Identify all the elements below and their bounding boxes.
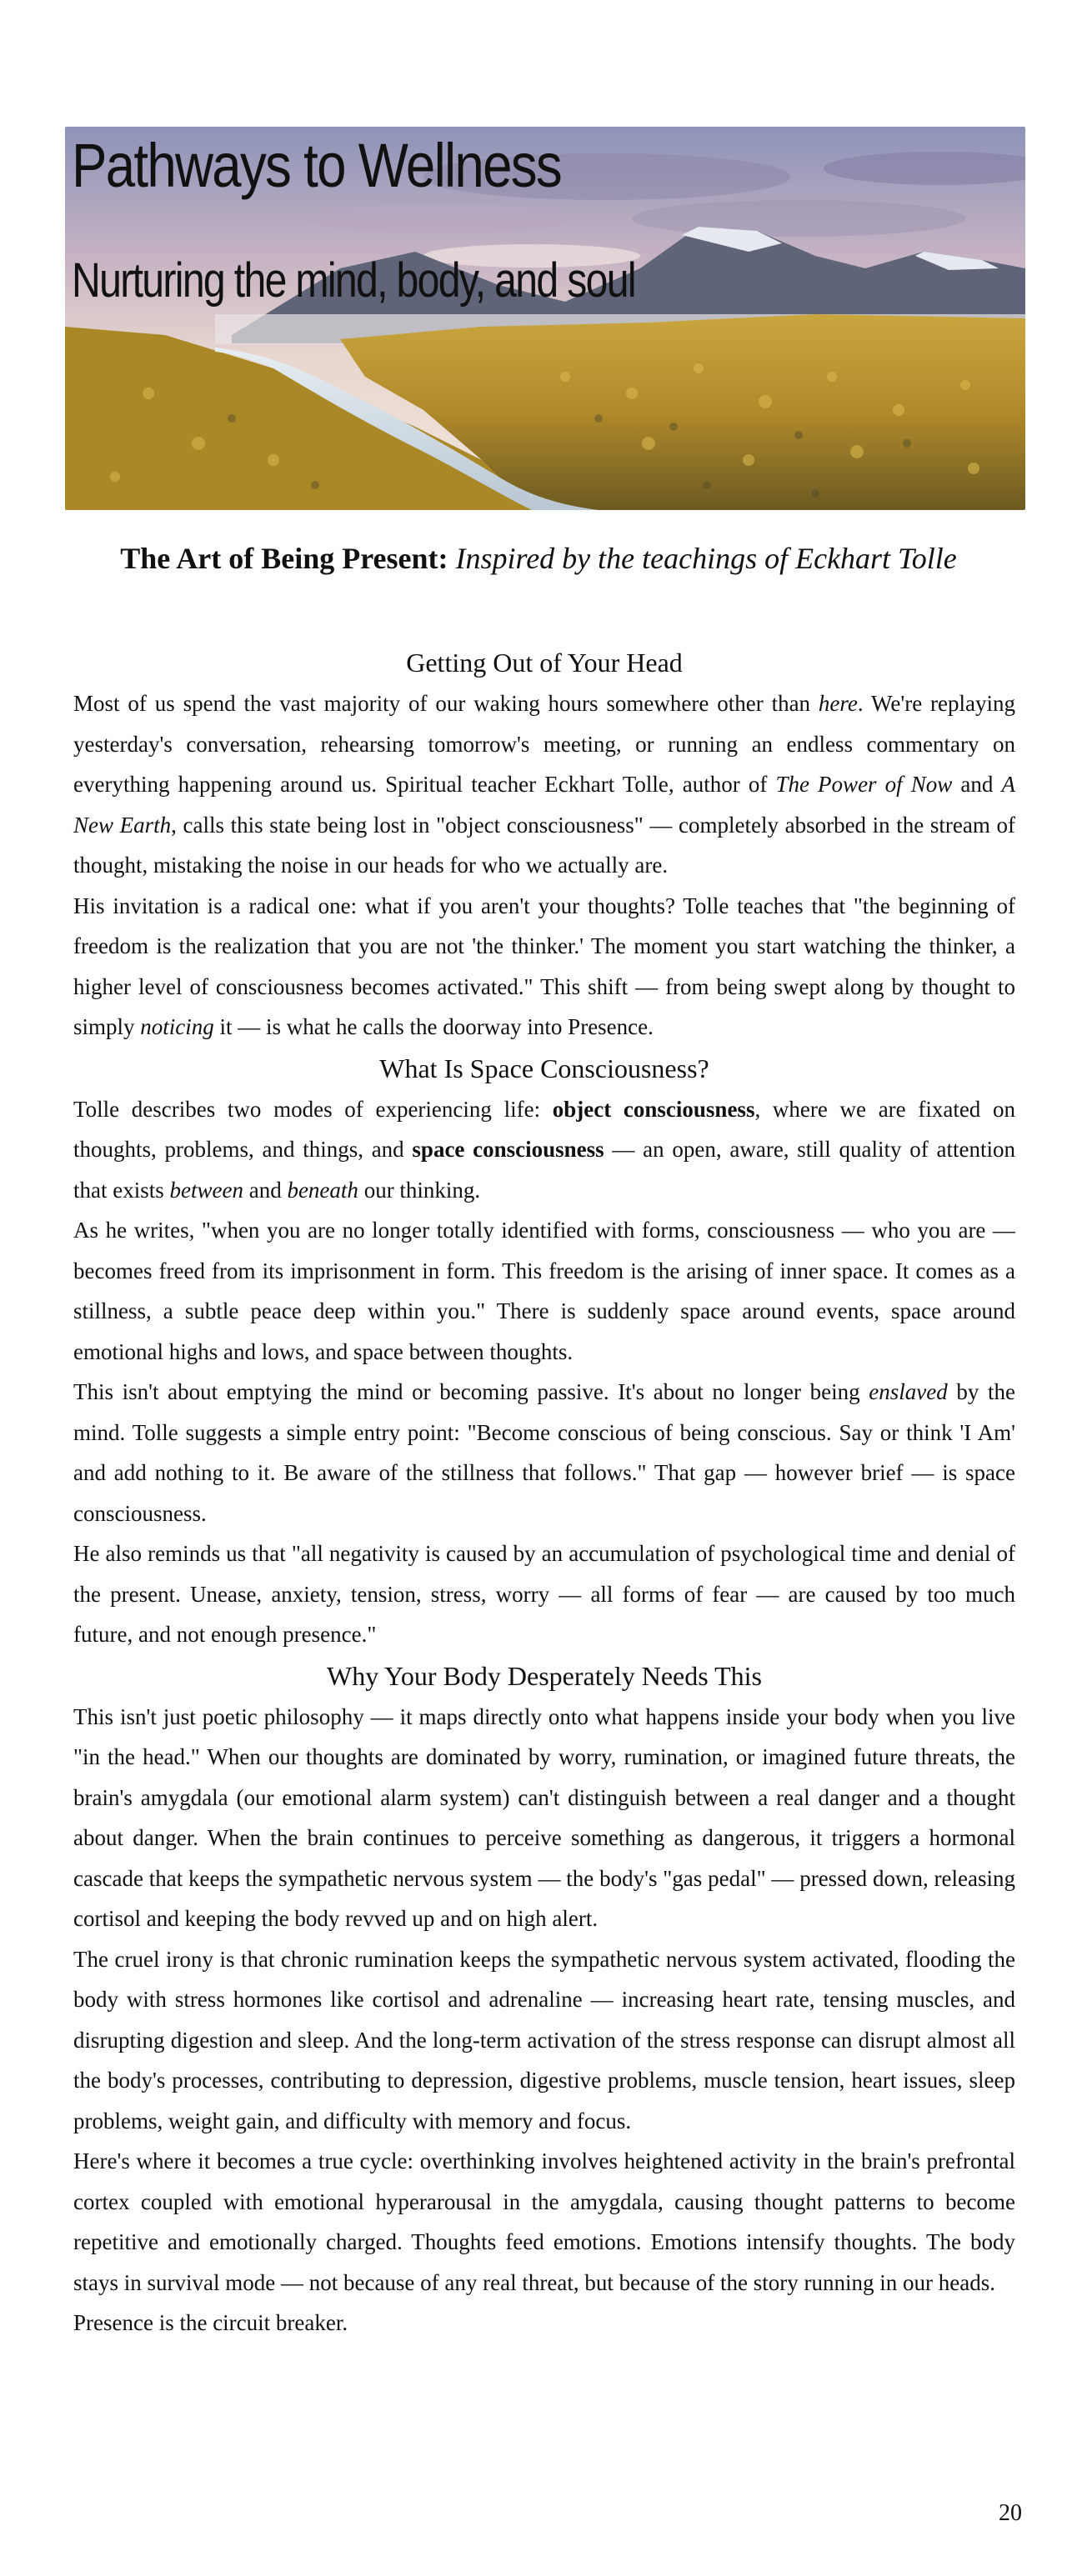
paragraph: Most of us spend the vast majority of our waking hours somewhere other than here. We're replaying yesterday's conversation, rehearsing tomorrow's meeting, or running an endless commentary on everything happening around us. Spiritual teacher Eckhart Tolle, author of The Power of Now and A New Earth, calls this state being lost in "object consciousness" — completely absorbed in the stream of thought, mistaking the noise in our heads for who we actually are. xyxy=(73,691,1016,878)
paragraph: His invitation is a radical one: what if you aren't your thoughts? Tolle teaches that "the beginning of freedom is the realization that you are not 'the thinker.' The moment you start watching the thinker, a higher level of consciousness becomes activated." This shift — from being swept along by thought to simply noticing it — is what he calls the doorway into Presence. xyxy=(73,893,1015,1039)
paragraph: He also reminds us that "all negativity is caused by an accumulation of psychological time and denial of the present. Unease, anxiety, tension, stress, worry — all forms of fear — are caused by too much future, and not enough presence." xyxy=(73,1541,1015,1647)
paragraph: Here's where it becomes a true cycle: overthinking involves heightened activity in the brain's prefrontal cortex coupled with emotional hyperarousal in the amygdala, causing thought patterns to become repetitive and emotionally charged. Thoughts feed emotions. Emotions intensify thoughts. The body stays in survival mode — not because of any real threat, but because of the story running in our heads. xyxy=(73,2148,1015,2295)
paragraph: This isn't about emptying the mind or becoming passive. It's about no longer being enslaved by the mind. Tolle suggests a simple entry point: "Become conscious of being conscious. Say or think 'I Am' and add nothing to it. Be aware of the stillness that follows." That gap — however brief — is space consciousness. xyxy=(73,1379,1015,1526)
section-heading: Getting Out of Your Head xyxy=(406,648,683,678)
article-title xyxy=(0,533,1077,583)
header-banner xyxy=(65,127,1025,510)
article-body xyxy=(73,642,1015,2343)
banner-subtitle: Nurturing the mind, body, and soul xyxy=(72,253,635,308)
paragraph: As he writes, "when you are no longer totally identified with forms, consciousness — who you are — becomes freed from its imprisonment in form. This freedom is the arising of inner space. It comes as a stillness, a subtle peace deep within you." There is suddenly space around events, space around emotional highs and lows, and space between thoughts. xyxy=(73,1218,1015,1364)
banner-title: Pathways to Wellness xyxy=(72,131,561,200)
paragraph: Tolle describes two modes of experiencing life: object consciousness, where we are fixated on thoughts, problems, and things, and space consciousness — an open, aware, still quality of attention that exists between and beneath our thinking. xyxy=(73,1096,1015,1203)
article-title-main: The Art of Being Present: xyxy=(120,542,448,575)
paragraph: Presence is the circuit breaker. xyxy=(73,2310,348,2335)
paragraph: The cruel irony is that chronic rumination keeps the sympathetic nervous system activated, flooding the body with stress hormones like cortisol and adrenaline — increasing heart rate, tensing muscles, and disrupting digestion and sleep. And the long-term activation of the stress response can disrupt almost all the body's processes, contributing to depression, digestive problems, muscle tension, heart issues, sleep problems, weight gain, and difficulty with memory and focus. xyxy=(73,1946,1015,2133)
article-title-subtitle: Inspired by the teachings of Eckhart Tolle xyxy=(455,542,957,575)
page-number: 20 xyxy=(999,2500,1022,2526)
section-heading: Why Your Body Desperately Needs This xyxy=(326,1660,762,1691)
section-heading: What Is Space Consciousness? xyxy=(379,1053,709,1083)
paragraph: This isn't just poetic philosophy — it maps directly onto what happens inside your body when you live "in the head." When our thoughts are dominated by worry, rumination, or imagined future threats, the brain's amygdala (our emotional alarm system) can't distinguish between a real danger and a thought about danger. When the brain continues to perceive something as dangerous, it triggers a hormonal cascade that keeps the sympathetic nervous system — the body's "gas pedal" — pressed down, releasing cortisol and keeping the body revved up and on high alert. xyxy=(73,1703,1015,1931)
